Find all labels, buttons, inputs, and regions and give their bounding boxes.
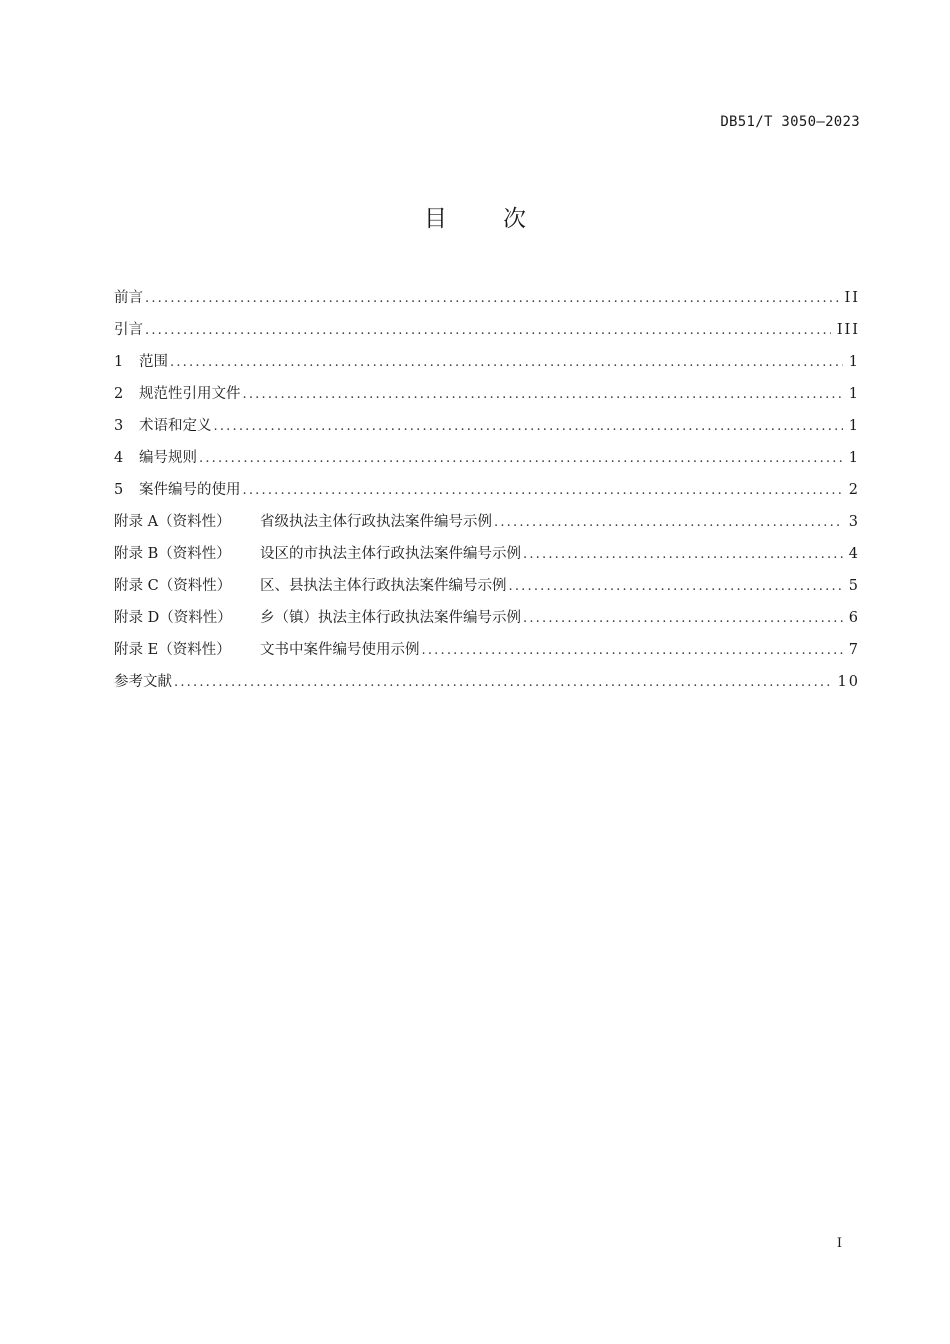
toc-leader-dots <box>243 479 843 503</box>
toc-entry-appendix-c[interactable] <box>114 574 860 606</box>
toc-leader-dots <box>145 287 839 311</box>
toc-entry-prefix: 附录 B（资料性） <box>114 546 231 562</box>
toc-entry-appendix-a[interactable] <box>114 510 860 542</box>
table-of-contents <box>114 286 860 702</box>
toc-entry-prefix: 附录 E（资料性） <box>114 642 231 658</box>
toc-entry-label: 范围 <box>139 354 168 370</box>
toc-entry-number: 5 <box>114 482 124 498</box>
page-number: I <box>836 1236 842 1251</box>
toc-entry-page: II <box>844 290 860 306</box>
toc-leader-dots <box>422 639 843 663</box>
toc-entry-appendix-d[interactable] <box>114 606 860 638</box>
toc-entry-appendix-b[interactable] <box>114 542 860 574</box>
toc-entry-page: 5 <box>848 578 860 594</box>
toc-entry-page: 1 <box>848 450 860 466</box>
toc-entry-page: 2 <box>848 482 860 498</box>
toc-entry-page: 6 <box>848 610 860 626</box>
toc-entry-introduction[interactable] <box>114 318 860 350</box>
toc-entry-section-1[interactable] <box>114 350 860 382</box>
toc-entry-page: 7 <box>848 642 860 658</box>
toc-leader-dots <box>170 351 843 375</box>
toc-entry-label: 术语和定义 <box>139 418 212 434</box>
document-code: DB51/T 3050—2023 <box>720 114 860 130</box>
toc-entry-prefix: 附录 A（资料性） <box>114 514 231 530</box>
toc-entry-page: III <box>836 322 860 338</box>
toc-entry-label: 文书中案件编号使用示例 <box>260 642 420 658</box>
toc-leader-dots <box>199 447 843 471</box>
toc-entry-page: 1 <box>848 354 860 370</box>
toc-entry-label: 区、县执法主体行政执法案件编号示例 <box>260 578 507 594</box>
toc-title: 目次 <box>424 206 582 232</box>
toc-entry-page: 10 <box>837 674 860 690</box>
toc-leader-dots <box>523 607 843 631</box>
toc-entry-label: 案件编号的使用 <box>139 482 241 498</box>
toc-entry-prefix: 附录 C（资料性） <box>114 578 232 594</box>
toc-entry-label: 规范性引用文件 <box>139 386 241 402</box>
toc-entry-number: 4 <box>114 450 124 466</box>
toc-entry-page: 4 <box>848 546 860 562</box>
toc-leader-dots <box>494 511 843 535</box>
toc-entry-label: 乡（镇）执法主体行政执法案件编号示例 <box>260 610 521 626</box>
toc-entry-section-4[interactable] <box>114 446 860 478</box>
toc-entry-section-2[interactable] <box>114 382 860 414</box>
toc-entry-label: 省级执法主体行政执法案件编号示例 <box>260 514 492 530</box>
toc-entry-number: 2 <box>114 386 124 402</box>
toc-entry-appendix-e[interactable] <box>114 638 860 670</box>
toc-entry-page: 3 <box>848 514 860 530</box>
toc-entry-label: 参考文献 <box>114 674 172 690</box>
toc-entry-page: 1 <box>848 386 860 402</box>
toc-entry-prefix: 附录 D（资料性） <box>114 610 232 626</box>
toc-entry-page: 1 <box>848 418 860 434</box>
toc-entry-label: 设区的市执法主体行政执法案件编号示例 <box>260 546 521 562</box>
toc-leader-dots <box>243 383 843 407</box>
toc-leader-dots <box>509 575 843 599</box>
toc-leader-dots <box>174 671 832 695</box>
toc-entry-section-5[interactable] <box>114 478 860 510</box>
toc-entry-label: 编号规则 <box>139 450 197 466</box>
toc-entry-label: 引言 <box>114 322 143 338</box>
toc-entry-references[interactable] <box>114 670 860 702</box>
toc-entry-number: 1 <box>114 354 124 370</box>
toc-leader-dots <box>145 319 831 343</box>
toc-leader-dots <box>214 415 843 439</box>
toc-entry-label: 前言 <box>114 290 143 306</box>
toc-leader-dots <box>523 543 843 567</box>
toc-entry-section-3[interactable] <box>114 414 860 446</box>
toc-entry-number: 3 <box>114 418 124 434</box>
toc-entry-foreword[interactable] <box>114 286 860 318</box>
